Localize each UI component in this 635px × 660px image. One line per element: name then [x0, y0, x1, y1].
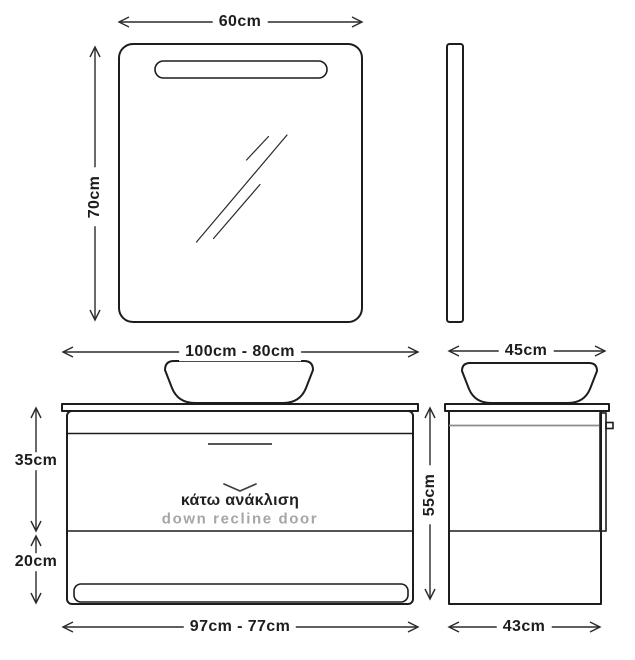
vanity-front-view	[62, 361, 418, 604]
countertop-side	[445, 404, 609, 411]
side-height-label: 55cm	[421, 466, 439, 525]
mirror-reflection-line-top	[247, 137, 269, 161]
vanity-top-width-label: 100cm - 80cm	[179, 343, 301, 361]
vanity-bottom-width-label: 97cm - 77cm	[184, 618, 296, 636]
door-note-english: down recline door	[161, 510, 319, 528]
vanity-side-view	[445, 363, 613, 604]
vessel-sink-front	[165, 361, 313, 403]
mirror-height-label: 70cm	[86, 168, 104, 227]
mirror-reflection-line-bottom	[214, 185, 261, 239]
chevron-down-icon	[224, 484, 256, 491]
vessel-sink-side	[462, 363, 597, 403]
side-top-width-label: 45cm	[499, 342, 554, 360]
mirror-front-view	[119, 44, 362, 322]
mirror-outline	[119, 44, 362, 322]
mirror-reflection-line-long	[197, 135, 288, 242]
mirror-light-slot	[155, 61, 327, 78]
mirror-side-view	[447, 44, 463, 322]
cabinet-side-body	[449, 411, 601, 604]
bottom-drawer-front	[74, 584, 408, 602]
drawer-height-label: 20cm	[9, 553, 64, 571]
door-note-greek: κάτω ανάκλιση	[180, 492, 300, 509]
door-handle-side	[606, 423, 613, 429]
mirror-side-outline	[447, 44, 463, 322]
countertop-front	[62, 404, 418, 411]
side-bottom-width-label: 43cm	[497, 618, 552, 636]
mirror-width-label: 60cm	[213, 13, 268, 31]
door-height-label: 35cm	[9, 452, 64, 470]
